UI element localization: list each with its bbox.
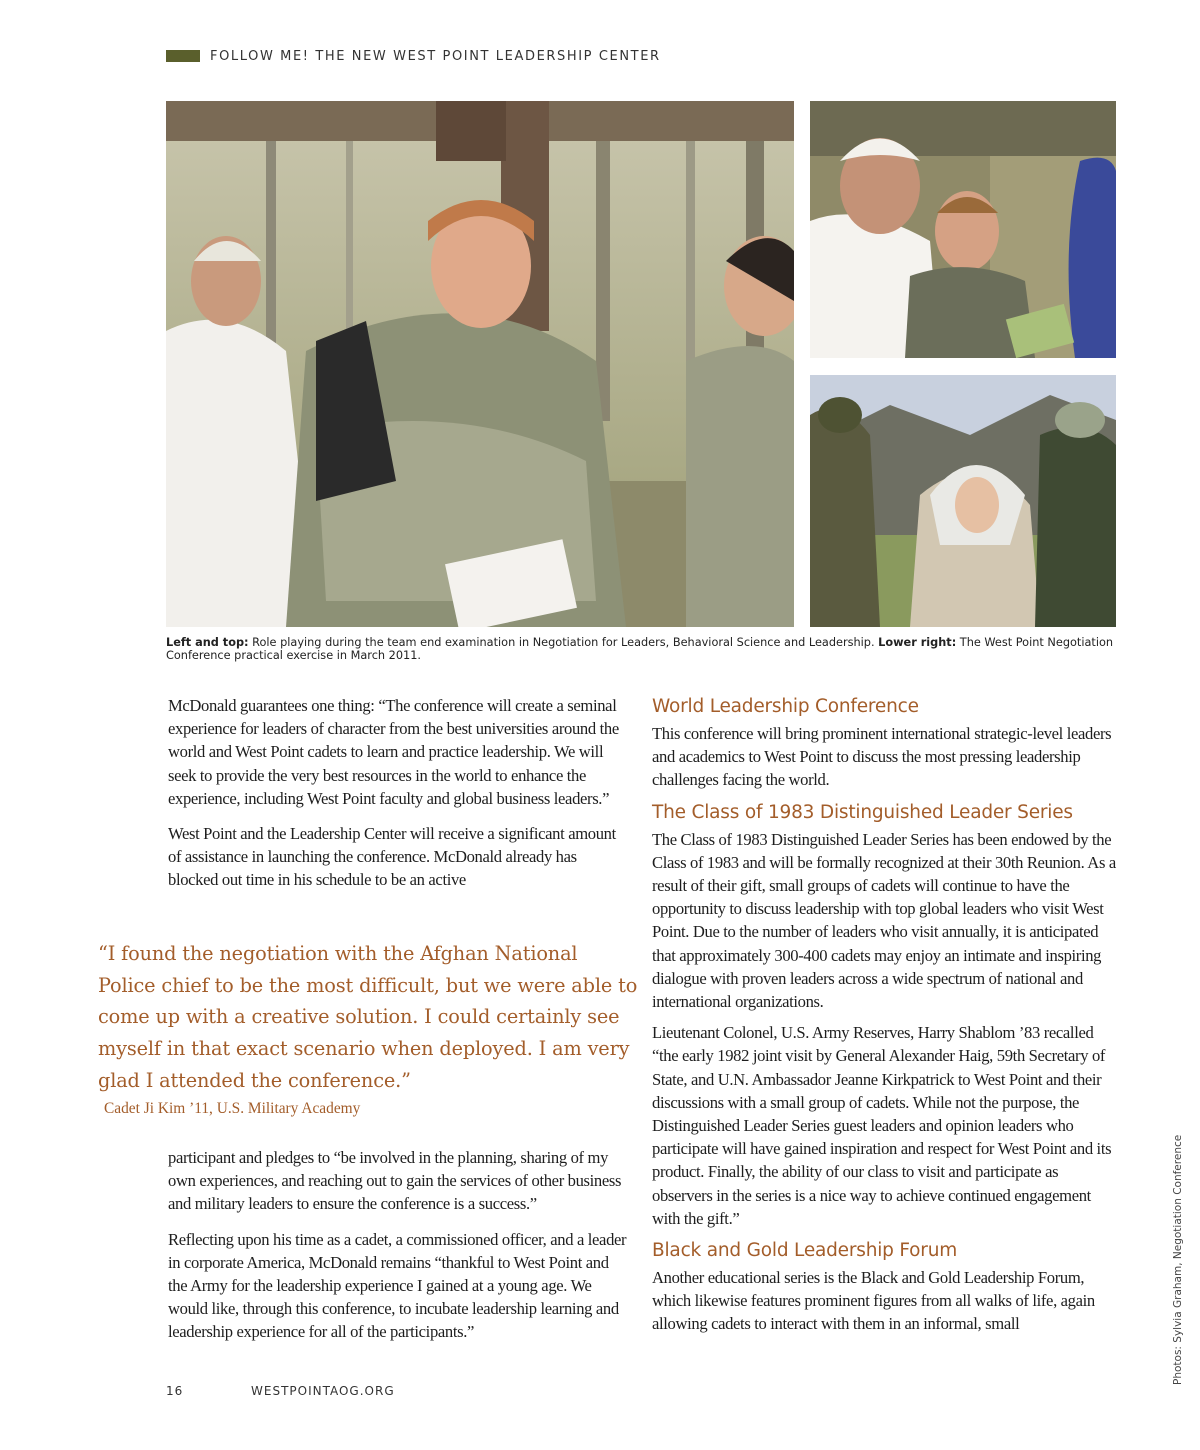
body-paragraph: West Point and the Leadership Center will receive a significant amount of assistance in launching the conference. McDonald already has blocked out time in his schedule to be an active: [168, 824, 616, 890]
pull-quote-text: “I found the negotiation with the Afghan National Police chief to be the most difficult, but we were able to come up with a creative solution. I could certainly see myself in that exact scenario when deployed. I am very glad I attended the conference.”: [98, 942, 638, 1092]
subheading-class-of-1983: The Class of 1983 Distinguished Leader Series: [652, 801, 1073, 823]
header-accent-bar: [166, 50, 200, 62]
subheading-world-leadership-conference: World Leadership Conference: [652, 696, 919, 717]
bottom-right-photo: [810, 375, 1116, 627]
pull-quote: [98, 938, 638, 1118]
page-number: 16: [166, 1384, 184, 1398]
subheading-black-and-gold-forum: Black and Gold Leadership Forum: [652, 1240, 958, 1262]
caption-text-1: Role playing during the team end examination in Negotiation for Leaders, Behavioral Science and Leadership.: [248, 636, 879, 649]
photo-caption: [166, 636, 1116, 662]
photo-credit: Photos: Sylvia Graham, Negotiation Conference: [1172, 1134, 1184, 1385]
body-paragraph: McDonald guarantees one thing: “The conference will create a seminal experience for leaders of character from the best universities around the world and West Point cadets to learn and practice leadership. We will seek to provide the very best resources in the world to enhance the experience, including West Point faculty and global business leaders.”: [168, 696, 619, 808]
caption-label-left-top: Left and top:: [166, 636, 249, 649]
right-column: [652, 694, 1122, 1344]
body-paragraph: This conference will bring prominent international strategic-level leaders and academics to West Point to discuss the most pressing leadership challenges facing the world.: [652, 724, 1112, 790]
section-header: [166, 47, 661, 65]
body-paragraph: Lieutenant Colonel, U.S. Army Reserves, Harry Shablom ’83 recalled “the early 1982 joint visit by General Alexander Haig, 59th Secretary of State, and U.N. Ambassador Jeanne Kirkpatrick to West Point and their discussions with a small group of cadets. While not the purpose, the Distinguished Leader Series guest leaders and opinion leaders who participate will have gained inspiration and respect for West Point and its product. Finally, the ability of our class to visit and participate as observers in the series is a nice way to achieve continued engagement with the gift.”: [652, 1023, 1112, 1228]
body-paragraph: Reflecting upon his time as a cadet, a commissioned officer, and a leader in corporate America, McDonald remains “thankful to West Point and the Army for the leadership experience I gained at a young age. We would like, through this conference, to incubate leadership learning and leadership experience for all of the participants.”: [168, 1229, 627, 1342]
body-paragraph: participant and pledges to “be involved in the planning, sharing of my own experiences, and reaching out to gain the services of other business and military leaders to ensure the conference is a success.”: [168, 1148, 622, 1214]
site-url: WESTPOINTAOG.ORG: [251, 1384, 395, 1398]
body-paragraph: Another educational series is the Black and Gold Leadership Forum, which likewise features prominent figures from all walks of life, again allowing cadets to interact with them in an informal, small: [652, 1268, 1095, 1334]
caption-text-2: The West Point Negotiation Conference practical exercise in March 2011.: [166, 636, 1114, 662]
left-column-top: [168, 694, 628, 904]
body-paragraph: The Class of 1983 Distinguished Leader Series has been endowed by the Class of 1983 and will be formally recognized at their 30th Reunion. As a result of their gift, small groups of cadets will continue to have the opportunity to discuss leadership with top global leaders who visit West Point. Due to the number of leaders who visit annually, it is anticipated that approximately 300-400 cadets may enjoy an intimate and inspiring dialogue with proven leaders across a wide spectrum of national and international organizations.: [652, 829, 1116, 1012]
left-column-bottom: [168, 1146, 630, 1356]
main-photo: [166, 101, 794, 627]
section-label: FOLLOW ME! THE NEW WEST POINT LEADERSHIP CENTER: [210, 48, 661, 64]
caption-label-lower-right: Lower right:: [878, 636, 957, 649]
top-right-photo: [810, 101, 1116, 358]
pull-quote-attribution: Cadet Ji Kim ’11, U.S. Military Academy: [104, 1099, 361, 1117]
